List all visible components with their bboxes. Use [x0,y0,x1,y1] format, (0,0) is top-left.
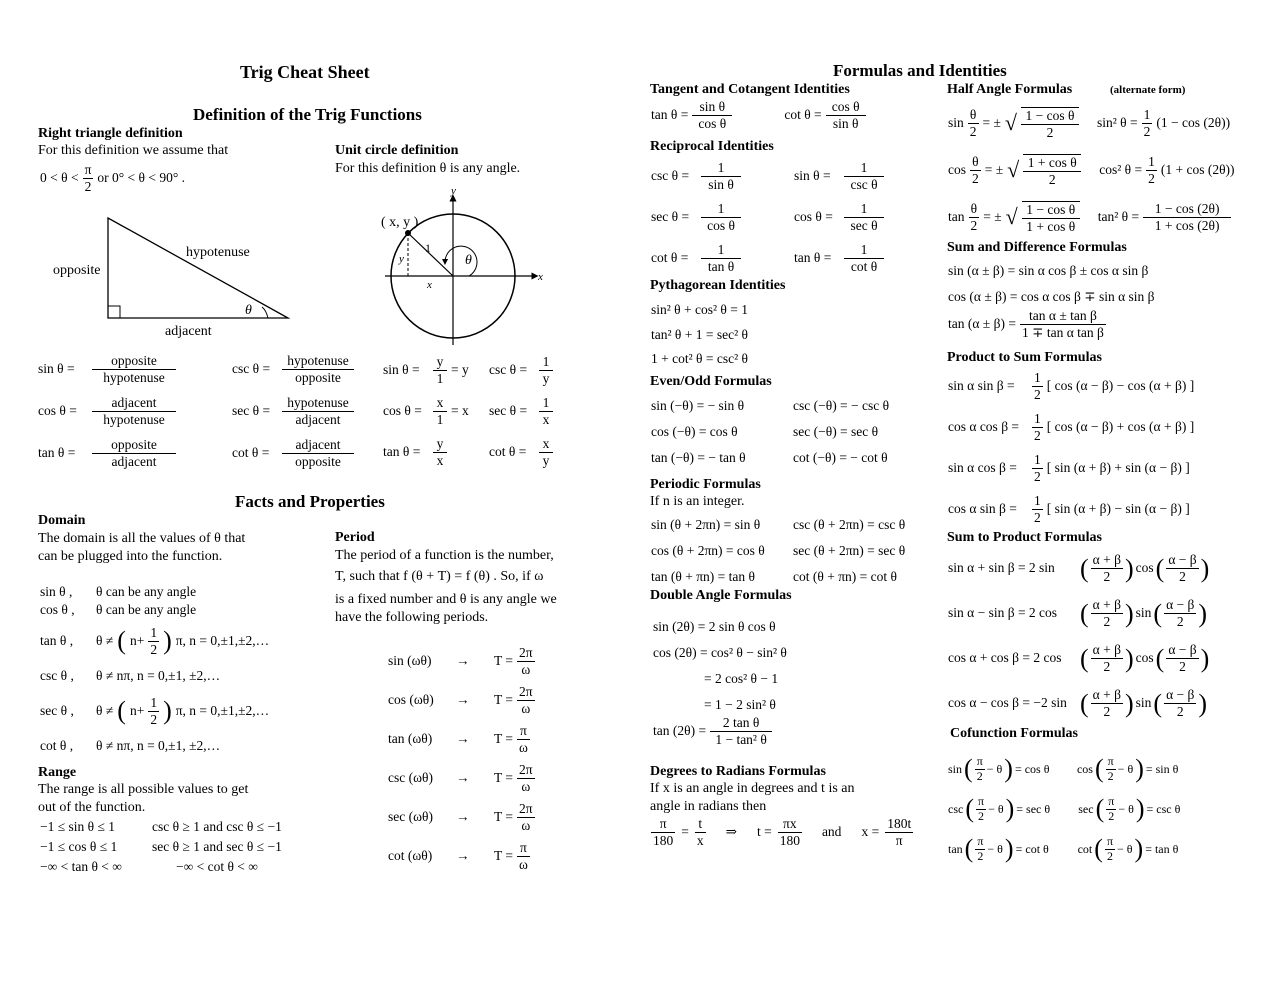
pythagorean-row: tan² θ + 1 = sec² θ [651,326,748,342]
radius-label: 1 [425,241,431,255]
y-axis-label: y [451,185,456,197]
period-list [388,642,535,876]
condition-a: 0 < θ < [40,169,79,185]
reciprocal-row: cot θ = $\frac{1}{\text{tan θ}}$ tan θ = $\frac{1}{\text{cot θ}}$ [651,238,884,279]
deg-rad-text-1: If x is an angle in degrees and t is an [650,781,855,796]
sum-product-row: cos α − cos β = −2 sin ( α + β 2 ) sin ( α − β 2 ) [948,687,1208,719]
angle-condition [40,162,185,194]
product-sum-list [948,366,1194,530]
double-angle-tan: tan (2θ) = $\frac{\text{2 tan θ}}{\text{1 − tan² θ}}$ [653,715,772,747]
formula-row: tan θ = $\frac{y}{x}$ cot θ = $\frac{x}{y}$ [383,432,553,473]
tangent-cotangent-formulas: tan θ = $\frac{\text{sin θ}}{\text{cos θ}}$ cot θ = $\frac{\text{cos θ}}{\text{sin θ}}$ [651,99,866,131]
sum-product-row: cos α + cos β = 2 cos ( α + β 2 ) cos ( α − β 2 ) [948,642,1210,674]
pythagorean-list [651,298,748,372]
cofunction-row: sin ( π 2 − θ ) = cos θ cos ( π 2 − θ ) = sin θ [948,753,1179,783]
product-sum-row: sin α cos β = $\frac{1}{2}$ [ sin (α + β) + sin (α − β) ] [948,452,1190,484]
right-triangle-intro: For this definition we assume that [38,143,229,158]
product-sum-row: sin α sin β = $\frac{1}{2}$ [ cos (α − β) − cos (α + β) ] [948,370,1195,402]
pythagorean-row: sin² θ + cos² θ = 1 [651,302,749,317]
cofunction-heading: Cofunction Formulas [950,726,1078,741]
formula-row: tan θ = opposite adjacent cot θ = adjacent opposite [38,432,354,474]
half-angle-row: cos $\frac{\theta}{2}$ = ± √ 1 + cos θ 2 cos² θ = $\frac{1}{2}$ (1 + cos (2θ)) [948,154,1235,187]
domain-row: sec θ , θ ≠ ( n+ $\frac{1}{2}$ ) π, n = 0,±1,±2,… [40,694,270,727]
period-row: cos (ωθ) → T = $\frac{2\pi}{\omega}$ [388,684,533,716]
unit-circle-diagram [375,180,550,350]
sum-diff-tan: tan (α ± β) = $\frac{\text{tan α ± tan β}}{\text{1 ∓ tan α tan β}}$ [948,308,1106,340]
period-text-2: T, such that f (θ + T) = f (θ) . So, if ω [335,569,544,584]
domain-row: sin θ , θ can be any angle [40,583,197,599]
periodic-list [651,512,905,590]
definition-heading: Definition of the Trig Functions [193,105,422,124]
x-axis-label: x [538,271,543,283]
adjacent-label: adjacent [165,324,212,339]
half-angle-row: sin $\frac{\theta}{2}$ = ± √ 1 − cos θ 2 sin² θ = $\frac{1}{2}$ (1 − cos (2θ)) [948,107,1231,140]
period-row: cot (ωθ) → T = $\frac{\pi}{\omega}$ [388,840,528,872]
point-label: ( x, y ) [381,215,419,230]
cofunction-row: csc ( π 2 − θ ) = sec θ sec ( π 2 − θ ) = csc θ [948,793,1181,823]
unit-circle-heading: Unit circle definition [335,143,459,158]
half-angle-list [948,100,1235,241]
formula-row: cos θ = $\frac{x}{1}$ = x sec θ = $\frac{1}{x}$ [383,391,553,432]
domain-text-1: The domain is all the values of θ that [38,531,246,546]
periodic-row: cos (θ + 2πn) = cos θ sec (θ + 2πn) = sec θ [651,542,906,558]
even-odd-row: tan (−θ) = − tan θ cot (−θ) = − cot θ [651,449,888,465]
y-segment-label: y [399,253,404,265]
even-odd-list [651,393,889,471]
sum-diff-list [948,258,1155,310]
formulas-heading: Formulas and Identities [833,61,1007,80]
range-row: −∞ < tan θ < ∞ −∞ < cot θ < ∞ [40,858,258,874]
alternate-form-label: (alternate form) [1110,84,1186,96]
product-sum-heading: Product to Sum Formulas [947,350,1102,365]
product-sum-row: cos α sin β = $\frac{1}{2}$ [ sin (α + β) − sin (α − β) ] [948,493,1190,525]
period-row: sec (ωθ) → T = $\frac{2\pi}{\omega}$ [388,801,533,833]
double-angle-list [653,614,787,718]
half-angle-row: tan $\frac{\theta}{2}$ = ± √ 1 − cos θ 1 + cos θ tan² θ = $\frac{1 - \cos (2\theta)}{1 + \cos (2\theta)}$ [948,194,1235,241]
right-triangle-formulas [38,348,354,474]
domain-list [40,583,269,759]
domain-row: cos θ , θ can be any angle [40,601,197,617]
sum-diff-row: sin (α ± β) = sin α cos β ± cos α sin β [948,263,1149,278]
double-angle-row: cos (2θ) = cos² θ − sin² θ [653,645,787,660]
theta-label: θ [465,253,472,268]
reciprocal-row: sec θ = $\frac{1}{\text{cos θ}}$ cos θ = 1 sec θ [651,197,884,238]
right-triangle-diagram [40,210,310,350]
even-odd-row: sin (−θ) = − sin θ csc (−θ) = − csc θ [651,397,890,413]
range-text-1: The range is all possible values to get [38,782,249,797]
sum-product-row: sin α + sin β = 2 sin ( α + β 2 ) cos ( α − β 2 ) [948,552,1210,584]
range-list [40,817,282,877]
formula-row: sin θ = opposite hypotenuse csc θ = hypotenuse opposite [38,348,354,390]
reciprocal-list [651,156,884,279]
pythagorean-heading: Pythagorean Identities [650,278,786,293]
deg-rad-heading: Degrees to Radians Formulas [650,764,826,779]
hypotenuse-label: hypotenuse [186,245,250,260]
even-odd-row: cos (−θ) = cos θ sec (−θ) = sec θ [651,423,879,439]
facts-heading: Facts and Properties [235,492,385,511]
domain-row: csc θ , θ ≠ nπ, n = 0,±1, ±2,… [40,667,221,683]
pi-over-two: π 2 [84,162,92,194]
period-text-3: is a fixed number and θ is any angle we [335,592,557,607]
period-row: sin (ωθ) → T = $\frac{2\pi}{\omega}$ [388,645,533,677]
domain-row: tan θ , θ ≠ ( n+ $\frac{1}{2}$ ) π, n = 0,±1,±2,… [40,624,270,657]
range-heading: Range [38,765,77,780]
x-segment-label: x [427,279,432,291]
right-triangle-heading: Right triangle definition [38,126,183,141]
theta-label: θ [245,303,252,318]
domain-heading: Domain [38,513,86,528]
sum-product-row: sin α − sin β = 2 cos ( α + β 2 ) sin ( α − β 2 ) [948,597,1208,629]
unit-circle-formulas [383,350,553,473]
period-heading: Period [335,530,375,545]
tangent-cotangent-heading: Tangent and Cotangent Identities [650,82,850,97]
deg-rad-text-2: angle in radians then [650,799,767,814]
opposite-label: opposite [53,263,101,278]
period-text-4: have the following periods. [335,610,489,625]
period-row: tan (ωθ) → T = $\frac{\pi}{\omega}$ [388,723,528,755]
product-sum-row: cos α cos β = $\frac{1}{2}$ [ cos (α − β) + cos (α + β) ] [948,411,1195,443]
period-row: csc (ωθ) → T = $\frac{2\pi}{\omega}$ [388,762,533,794]
double-angle-heading: Double Angle Formulas [650,588,792,603]
reciprocal-row: csc θ = $\frac{1}{\text{sin θ}}$ sin θ = 1 csc θ [651,156,884,197]
range-row: −1 ≤ cos θ ≤ 1 sec θ ≥ 1 and sec θ ≤ −1 [40,838,282,854]
sum-diff-heading: Sum and Difference Formulas [947,240,1127,255]
double-angle-row: = 2 cos² θ − 1 [704,671,779,686]
sum-product-list [948,546,1209,726]
period-text-1: The period of a function is the number, [335,548,554,563]
deg-rad-formula: $\frac{\pi}{180}$ = $\frac{t}{x}$ ⇒ t = $\frac{\pi x}{180}$ and x = $\frac{180t}{\pi}$ [653,816,912,848]
periodic-row: sin (θ + 2πn) = sin θ csc (θ + 2πn) = csc θ [651,516,906,532]
periodic-intro: If n is an integer. [650,494,745,509]
even-odd-heading: Even/Odd Formulas [650,374,772,389]
sum-diff-row: cos (α ± β) = cos α cos β ∓ sin α sin β [948,289,1155,304]
double-angle-row: = 1 − 2 sin² θ [704,697,776,712]
condition-mid: or 0° < θ < 90° . [97,169,186,185]
reciprocal-heading: Reciprocal Identities [650,139,774,154]
periodic-heading: Periodic Formulas [650,477,761,492]
range-row: −1 ≤ sin θ ≤ 1 csc θ ≥ 1 and csc θ ≤ −1 [40,818,282,834]
formula-row: cos θ = adjacent hypotenuse sec θ = hypotenuse adjacent [38,390,354,432]
cofunction-row: tan ( π 2 − θ ) = cot θ cot ( π 2 − θ ) = tan θ [948,833,1179,863]
cofunction-list [948,749,1180,869]
double-angle-row: sin (2θ) = 2 sin θ cos θ [653,619,776,634]
half-angle-heading: Half Angle Formulas [947,82,1073,97]
domain-text-2: can be plugged into the function. [38,549,223,564]
pythagorean-row: 1 + cot² θ = csc² θ [651,351,748,366]
formula-row: sin θ = $\frac{y}{1}$ = y csc θ = $\frac{1}{y}$ [383,350,553,391]
range-text-2: out of the function. [38,800,146,815]
unit-circle-intro: For this definition θ is any angle. [335,161,521,176]
page-title: Trig Cheat Sheet [240,62,370,82]
domain-row: cot θ , θ ≠ nπ, n = 0,±1, ±2,… [40,737,221,753]
periodic-row: tan (θ + πn) = tan θ cot (θ + πn) = cot θ [651,568,897,584]
sum-product-heading: Sum to Product Formulas [947,530,1102,545]
